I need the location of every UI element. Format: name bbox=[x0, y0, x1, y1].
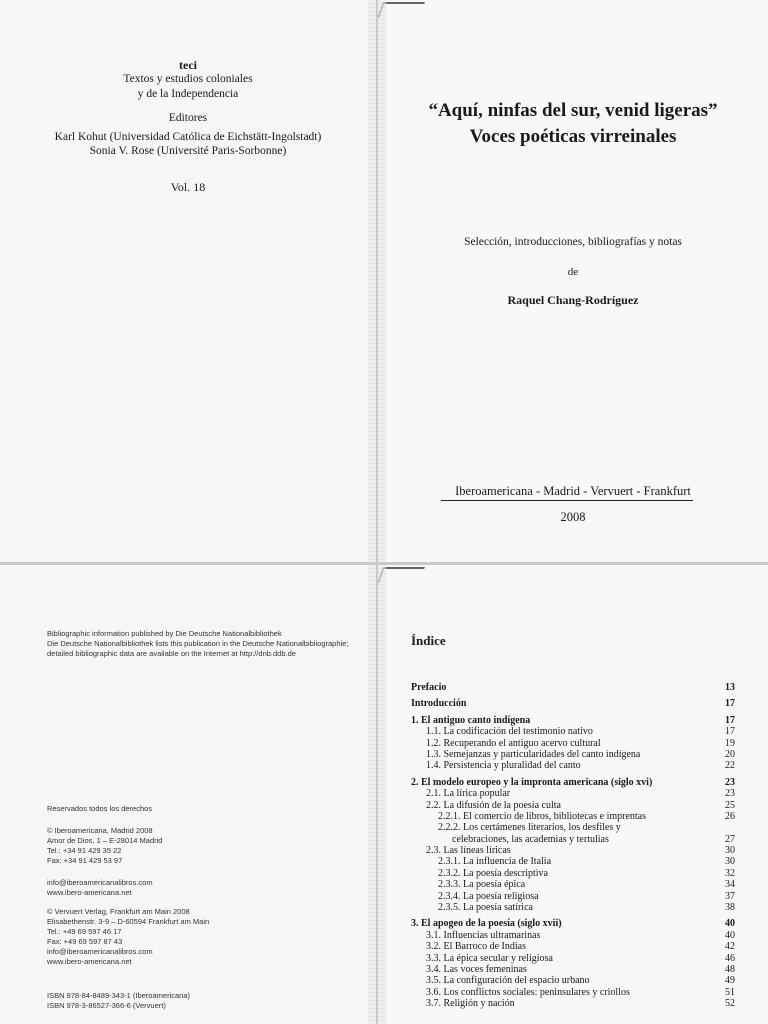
page-gutter bbox=[378, 0, 386, 562]
isbn-line: ISBN 978-3-86527-366-6 (Vervuert) bbox=[47, 1001, 166, 1010]
address-line: Tel.: +34 91 429 35 22 bbox=[47, 846, 122, 855]
toc-section-row bbox=[378, 811, 768, 822]
toc-entry-title: Prefacio bbox=[411, 682, 447, 693]
series-page bbox=[0, 0, 376, 562]
biblio-line: detailed bibliographic data are available on the Internet at http://dnb.ddb.de bbox=[47, 649, 296, 658]
address-line: Elisabethenstr. 3-9 – D-60594 Frankfurt am Main bbox=[47, 917, 210, 926]
toc-chapter-row bbox=[378, 715, 768, 726]
address-line: Tel.: +49 69 597 46 17 bbox=[47, 927, 122, 936]
toc-page-number: 51 bbox=[725, 986, 735, 998]
toc-section-row bbox=[378, 953, 768, 964]
series-name: teci bbox=[179, 58, 197, 72]
toc-section-row bbox=[378, 879, 768, 890]
volume-number: Vol. 18 bbox=[170, 180, 206, 194]
toc-entry-title: 1.2. Recuperando el antiguo acervo cultural bbox=[426, 737, 601, 749]
toc-chapter-row bbox=[378, 918, 768, 929]
toc-page-number: 46 bbox=[725, 952, 735, 964]
toc-entry-title: Introducción bbox=[411, 698, 467, 710]
toc-page-number: 23 bbox=[725, 788, 735, 800]
title-page bbox=[378, 0, 768, 562]
toc-page-number: 26 bbox=[725, 810, 735, 822]
by-word: de bbox=[567, 266, 579, 278]
toc-section-row bbox=[378, 856, 768, 867]
toc-entry-title: 1. El antiguo canto indígena bbox=[411, 714, 531, 726]
publisher-line: Iberoamericana - Madrid - Vervuert - Frankfurt bbox=[455, 484, 691, 498]
toc-section-row bbox=[378, 834, 768, 845]
toc-entry-title: 3.7. Religión y nación bbox=[426, 998, 515, 1010]
toc-entry-title: 2.3.1. La influencia de Italia bbox=[438, 856, 552, 868]
toc-page-number: 40 bbox=[725, 929, 735, 941]
editors-label: Editores bbox=[168, 112, 208, 124]
toc-page-number: 17 bbox=[725, 726, 735, 738]
series-line-1: Textos y estudios coloniales bbox=[123, 73, 253, 85]
toc-page-number: 52 bbox=[725, 998, 735, 1010]
address-line: © Vervuert Verlag, Frankfurt am Main 2008 bbox=[47, 907, 190, 916]
toc-chapter-row bbox=[378, 777, 768, 788]
toc-page-number: 49 bbox=[725, 975, 735, 987]
vervuert-address bbox=[47, 907, 209, 967]
isbn-block bbox=[47, 991, 190, 1011]
website-line: www.ibero-americana.net bbox=[47, 957, 132, 966]
toc-entry-title: 2.2.2. Los certámenes literarios, los desfiles y bbox=[438, 822, 621, 834]
toc-section-row bbox=[378, 868, 768, 879]
toc-page-number: 20 bbox=[725, 748, 735, 760]
toc-entry-title: 2.3.2. La poesía descriptiva bbox=[438, 867, 548, 879]
toc-entry-title: 2. El modelo europeo y la impronta americana (siglo xvi) bbox=[411, 776, 653, 788]
address-line: © Iberoamericana, Madrid 2008 bbox=[47, 826, 153, 835]
table-of-contents bbox=[378, 682, 768, 1010]
toc-page-number: 22 bbox=[725, 760, 735, 772]
toc-section-row bbox=[378, 738, 768, 749]
book-title-line-2: Voces poéticas virreinales bbox=[469, 126, 677, 147]
editor-2: Sonia V. Rose (Université Paris-Sorbonne) bbox=[89, 145, 287, 157]
toc-page-number: 17 bbox=[725, 714, 735, 726]
bibliographic-info bbox=[47, 629, 348, 659]
toc-entry-title: 3.2. El Barroco de Indias bbox=[426, 941, 526, 953]
toc-section-row bbox=[378, 891, 768, 902]
toc-entry-title: celebraciones, las academias y tertulias bbox=[452, 833, 609, 845]
toc-section-row bbox=[378, 987, 768, 998]
toc-entry-title: 3.6. Los conflictos sociales: peninsulares y criollos bbox=[426, 986, 630, 998]
toc-entry-title: 3. El apogeo de la poesía (siglo xvii) bbox=[411, 918, 562, 930]
toc-page-number: 27 bbox=[725, 833, 735, 845]
publisher-rule bbox=[441, 500, 693, 501]
contents-page bbox=[378, 565, 768, 1024]
toc-entry-title: 1.1. La codificación del testimonio nativo bbox=[426, 726, 593, 738]
iberoamericana-web bbox=[47, 878, 153, 898]
toc-entry-title: 3.1. Influencias ultramarinas bbox=[426, 929, 541, 941]
website-line: www.ibero-americana.net bbox=[47, 888, 132, 897]
toc-entry-title: 2.1. La lírica popular bbox=[426, 788, 511, 800]
toc-entry-title: 3.3. La épica secular y religiosa bbox=[426, 952, 553, 964]
toc-entry-title: 3.4. Las voces femeninas bbox=[426, 963, 527, 975]
toc-chapter-row bbox=[378, 698, 768, 709]
toc-page-number: 13 bbox=[725, 682, 735, 693]
toc-section-row bbox=[378, 760, 768, 771]
toc-entry-title: 2.3.4. La poesía religiosa bbox=[438, 890, 539, 902]
toc-page-number: 30 bbox=[725, 845, 735, 857]
toc-page-number: 23 bbox=[725, 776, 735, 788]
toc-section-row bbox=[378, 902, 768, 913]
toc-entry-title: 1.3. Semejanzas y particularidades del canto indígena bbox=[426, 748, 641, 760]
toc-section-row bbox=[378, 941, 768, 952]
biblio-line: Bibliographic information published by Die Deutsche Nationalbibliothek bbox=[47, 629, 282, 638]
author-name: Raquel Chang-Rodríguez bbox=[507, 293, 639, 307]
toc-section-row bbox=[378, 726, 768, 737]
isbn-line: ISBN 978-84-8489-343-1 (Iberoamericana) bbox=[47, 991, 190, 1000]
toc-section-row bbox=[378, 964, 768, 975]
series-line-2: y de la Independencia bbox=[137, 88, 239, 100]
toc-section-row bbox=[378, 845, 768, 856]
toc-page-number: 34 bbox=[725, 879, 735, 891]
email-line: info@iberoamericanalibros.com bbox=[47, 947, 153, 956]
iberoamericana-address bbox=[47, 826, 162, 866]
email-line: info@iberoamericanalibros.com bbox=[47, 878, 153, 887]
toc-section-row bbox=[378, 998, 768, 1009]
toc-section-row bbox=[378, 930, 768, 941]
toc-entry-title: 3.5. La configuración del espacio urbano bbox=[426, 975, 590, 987]
toc-page-number: 19 bbox=[725, 737, 735, 749]
book-title-line-1: “Aquí, ninfas del sur, venid ligeras” bbox=[428, 100, 718, 121]
toc-page-number: 37 bbox=[725, 890, 735, 902]
toc-entry-title: 2.2. La difusión de la poesía culta bbox=[426, 799, 561, 811]
toc-entry-title: 1.4. Persistencia y pluralidad del canto bbox=[426, 760, 581, 772]
toc-entry-title: 2.3. Las líneas líricas bbox=[426, 845, 511, 857]
publication-year: 2008 bbox=[560, 510, 586, 524]
rights-text: Reservados todos los derechos bbox=[47, 804, 153, 813]
toc-section-row bbox=[378, 749, 768, 760]
editor-1: Karl Kohut (Universidad Católica de Eichstätt-Ingolstadt) bbox=[54, 131, 322, 143]
toc-page-number: 17 bbox=[725, 698, 735, 710]
rights-notice bbox=[47, 804, 152, 814]
book-subtitle: Selección, introducciones, bibliografías y notas bbox=[464, 236, 682, 248]
toc-section-row bbox=[378, 788, 768, 799]
contents-heading: Índice bbox=[411, 633, 446, 648]
toc-page-number: 32 bbox=[725, 867, 735, 879]
toc-chapter-row bbox=[378, 682, 768, 693]
page-gutter bbox=[368, 565, 376, 1024]
toc-entry-title: 2.3.3. La poesía épica bbox=[438, 879, 526, 891]
toc-page-number: 38 bbox=[725, 902, 735, 914]
toc-section-row bbox=[378, 800, 768, 811]
toc-page-number: 42 bbox=[725, 941, 735, 953]
toc-entry-title: 2.2.1. El comercio de libros, bibliotecas e imprentas bbox=[438, 810, 646, 822]
address-line: Amor de Dios, 1 – E-28014 Madrid bbox=[47, 836, 163, 845]
toc-page-number: 25 bbox=[725, 799, 735, 811]
copyright-page bbox=[0, 565, 376, 1024]
toc-page-number: 40 bbox=[725, 918, 735, 930]
toc-page-number: 30 bbox=[725, 856, 735, 868]
address-line: Fax: +34 91 429 53 97 bbox=[47, 856, 123, 865]
toc-section-row bbox=[378, 975, 768, 986]
toc-entry-title: 2.3.5. La poesía satírica bbox=[438, 902, 533, 914]
biblio-line: Die Deutsche Nationalbibliothek lists this publication in the Deutsche Nationalbibliographie; bbox=[47, 639, 349, 648]
toc-section-row bbox=[378, 822, 768, 833]
address-line: Fax: +49 69 597 87 43 bbox=[47, 937, 123, 946]
toc-page-number: 48 bbox=[725, 963, 735, 975]
